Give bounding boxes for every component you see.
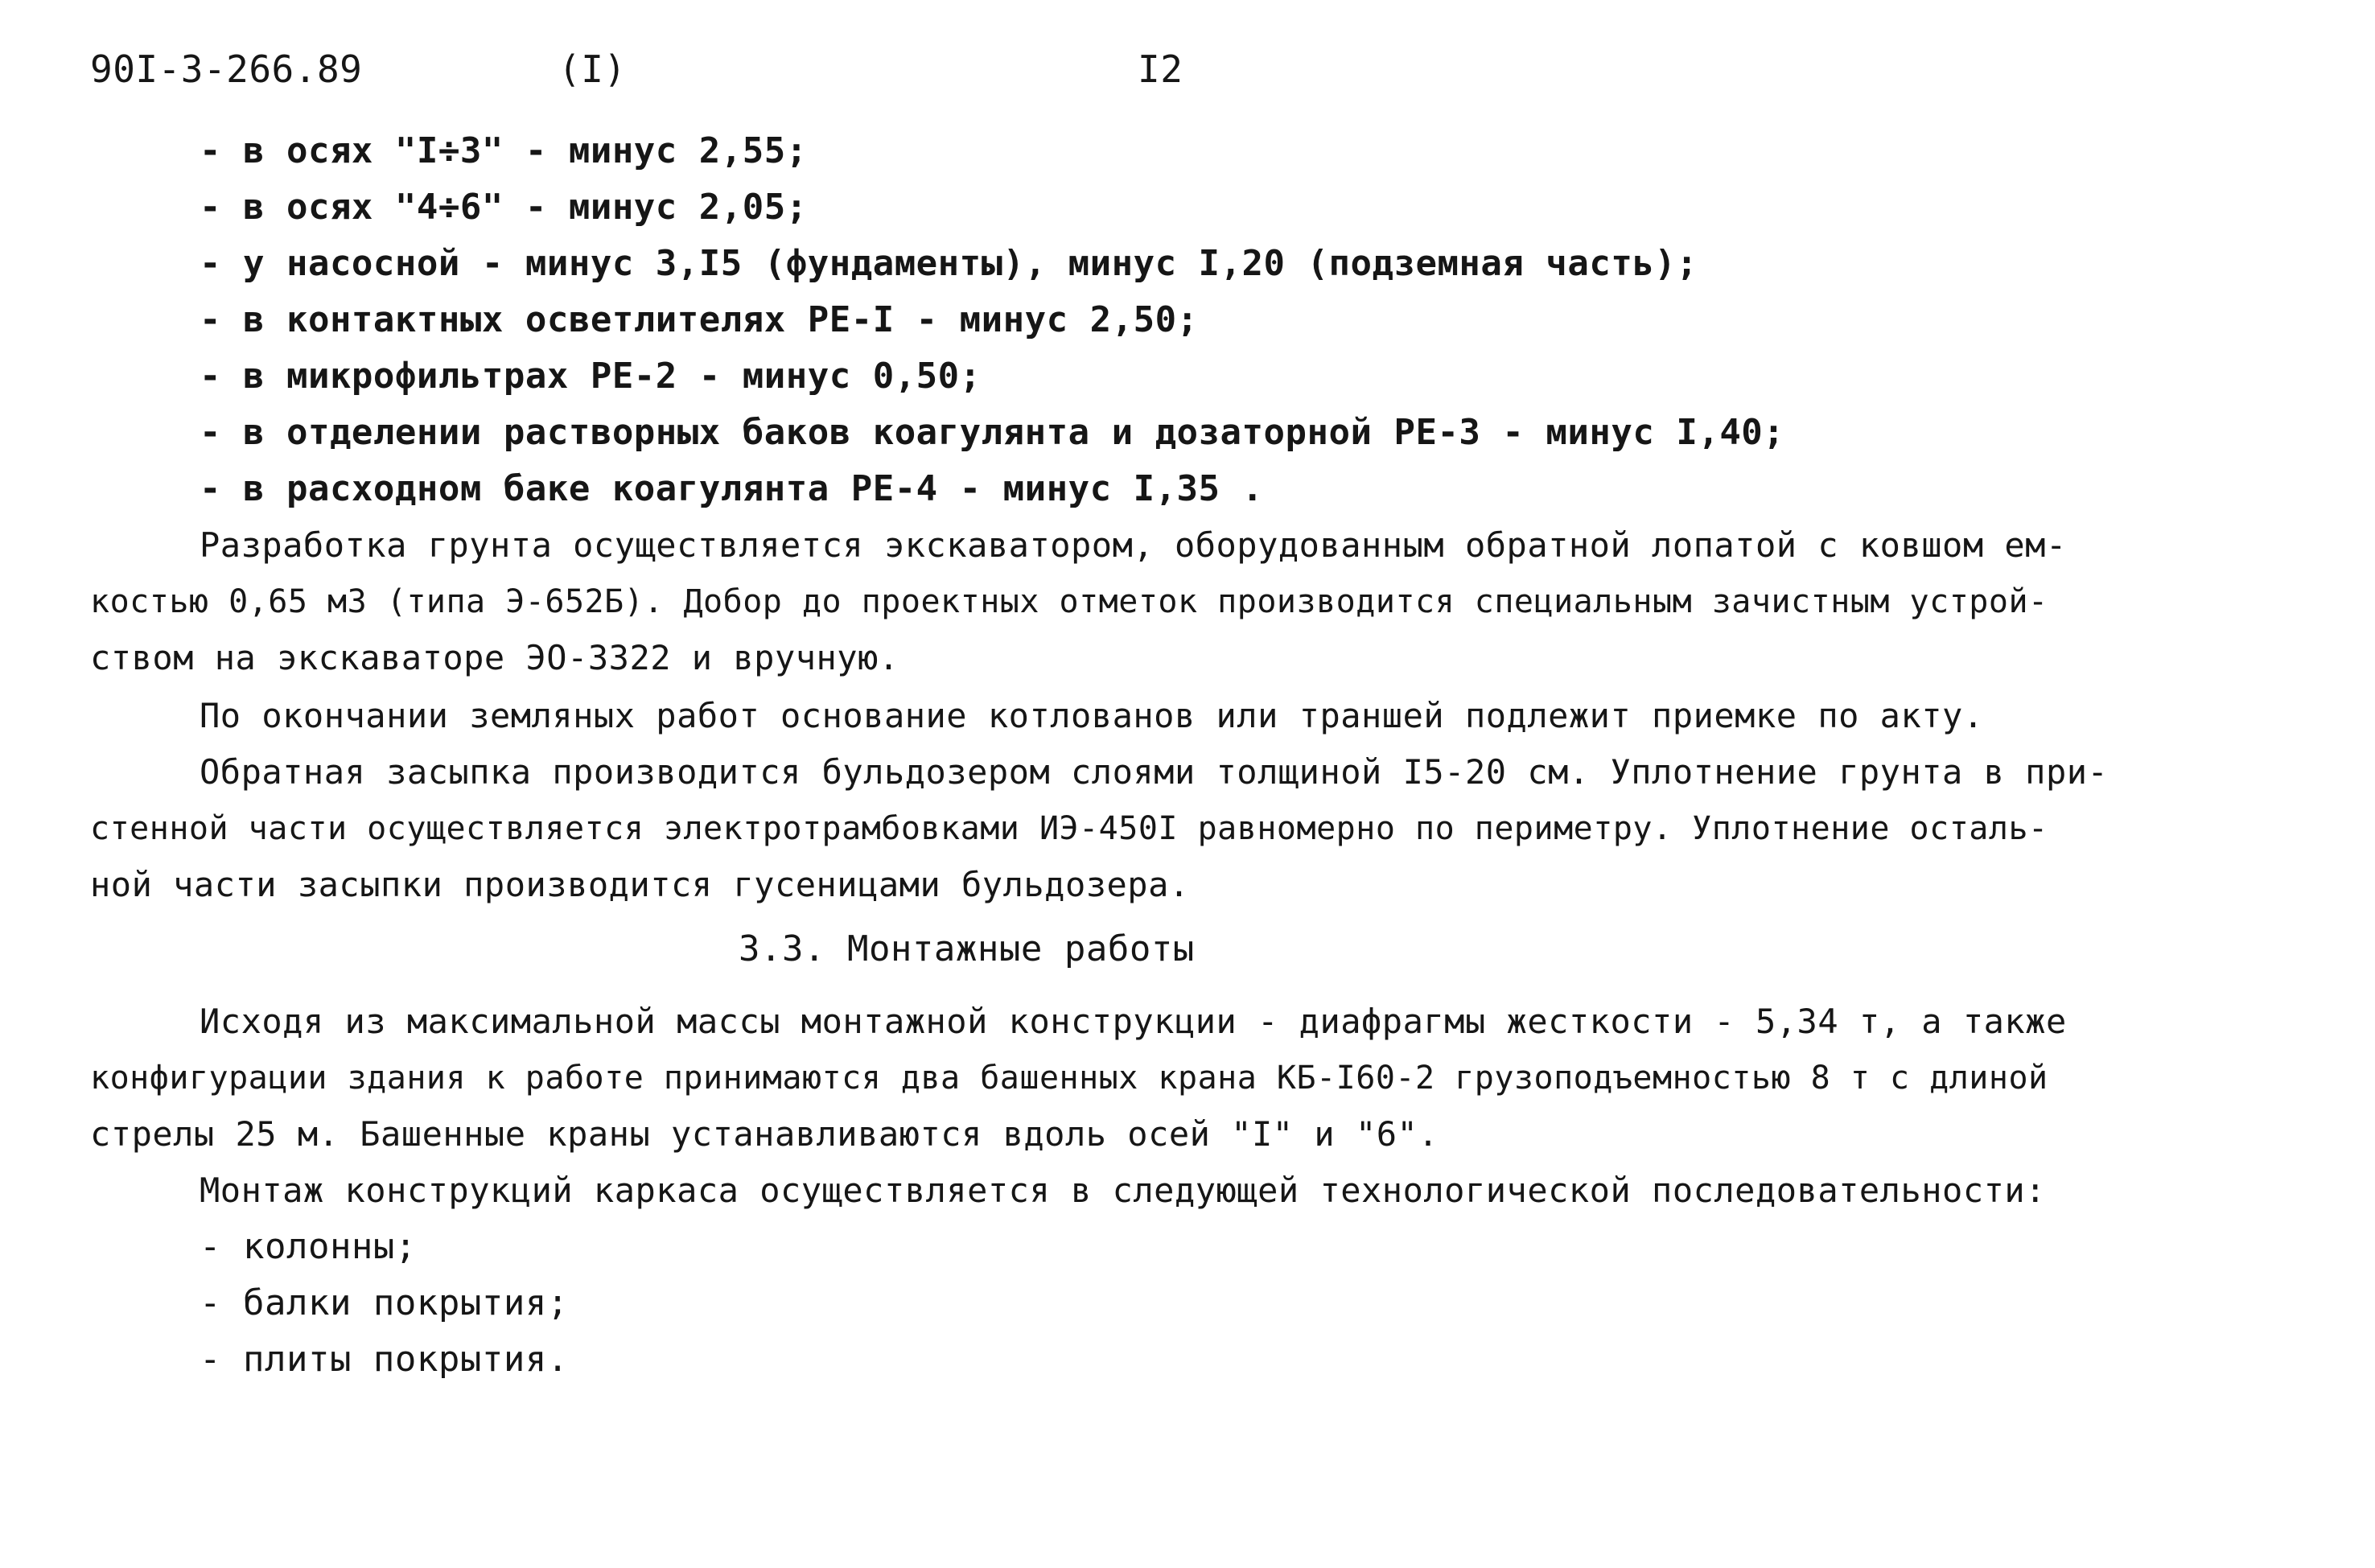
- depth-list-item: - у насосной - минус 3,I5 (фундаменты), минус I,20 (подземная часть);: [200, 243, 1698, 284]
- sequence-list-item: - плиты покрытия.: [200, 1339, 569, 1380]
- backfill-paragraph-line: Обратная засыпка производится бульдозером слоями толщиной I5-20 см. Уплотнение грунта в при-: [200, 752, 2109, 792]
- depth-list-item: - в микрофильтрах PE-2 - минус 0,50;: [200, 356, 982, 397]
- sequence-paragraph: Монтаж конструкций каркаса осуществляется в следующей технологической последовательности:: [200, 1171, 2046, 1210]
- sequence-list-item: - балки покрытия;: [200, 1282, 569, 1323]
- sheet-part: (I): [558, 47, 627, 91]
- depth-list-item: - в расходном баке коагулянта PE-4 - минус I,35 .: [200, 468, 1264, 509]
- section-title: 3.3. Монтажные работы: [739, 928, 1195, 969]
- excavation-paragraph-line: костью 0,65 м3 (типа Э-652Б). Добор до проектных отметок производится специальным зачистным устрой-: [90, 583, 2048, 620]
- page-number: I2: [1138, 47, 1183, 91]
- depth-list-item: - в отделении растворных баков коагулянта и дозаторной PE-3 - минус I,40;: [200, 412, 1785, 453]
- depth-list-item: - в осях "4÷6" - минус 2,05;: [200, 187, 808, 228]
- document-number: 90I-3-266.89: [90, 47, 363, 91]
- acceptance-paragraph: По окончании земляных работ основание котлованов или траншей подлежит приемке по акту.: [200, 696, 1984, 735]
- sequence-list-item: - колонны;: [200, 1226, 417, 1267]
- depth-list-item: - в осях "I÷3" - минус 2,55;: [200, 130, 808, 171]
- cranes-paragraph-line: стрелы 25 м. Башенные краны устанавливаются вдоль осей "I" и "6".: [90, 1114, 1439, 1154]
- excavation-paragraph-line: ством на экскаваторе ЭО-3322 и вручную.: [90, 638, 899, 677]
- cranes-paragraph-line: Исходя из максимальной массы монтажной конструкции - диафрагмы жесткости - 5,34 т, а также: [200, 1002, 2067, 1041]
- backfill-paragraph-line: стенной части осуществляется электротрамбовками ИЭ-450I равномерно по периметру. Уплотнение осталь-: [90, 810, 2048, 847]
- backfill-paragraph-line: ной части засыпки производится гусеницами бульдозера.: [90, 865, 1190, 904]
- depth-list-item: - в контактных осветлителях PE-I - минус 2,50;: [200, 299, 1199, 340]
- cranes-paragraph-line: конфигурации здания к работе принимаются два башенных крана КБ-I60-2 грузоподъемностью 8 т с длиной: [90, 1060, 2048, 1097]
- excavation-paragraph-line: Разработка грунта осуществляется экскаватором, оборудованным обратной лопатой с ковшом ем-: [200, 525, 2067, 565]
